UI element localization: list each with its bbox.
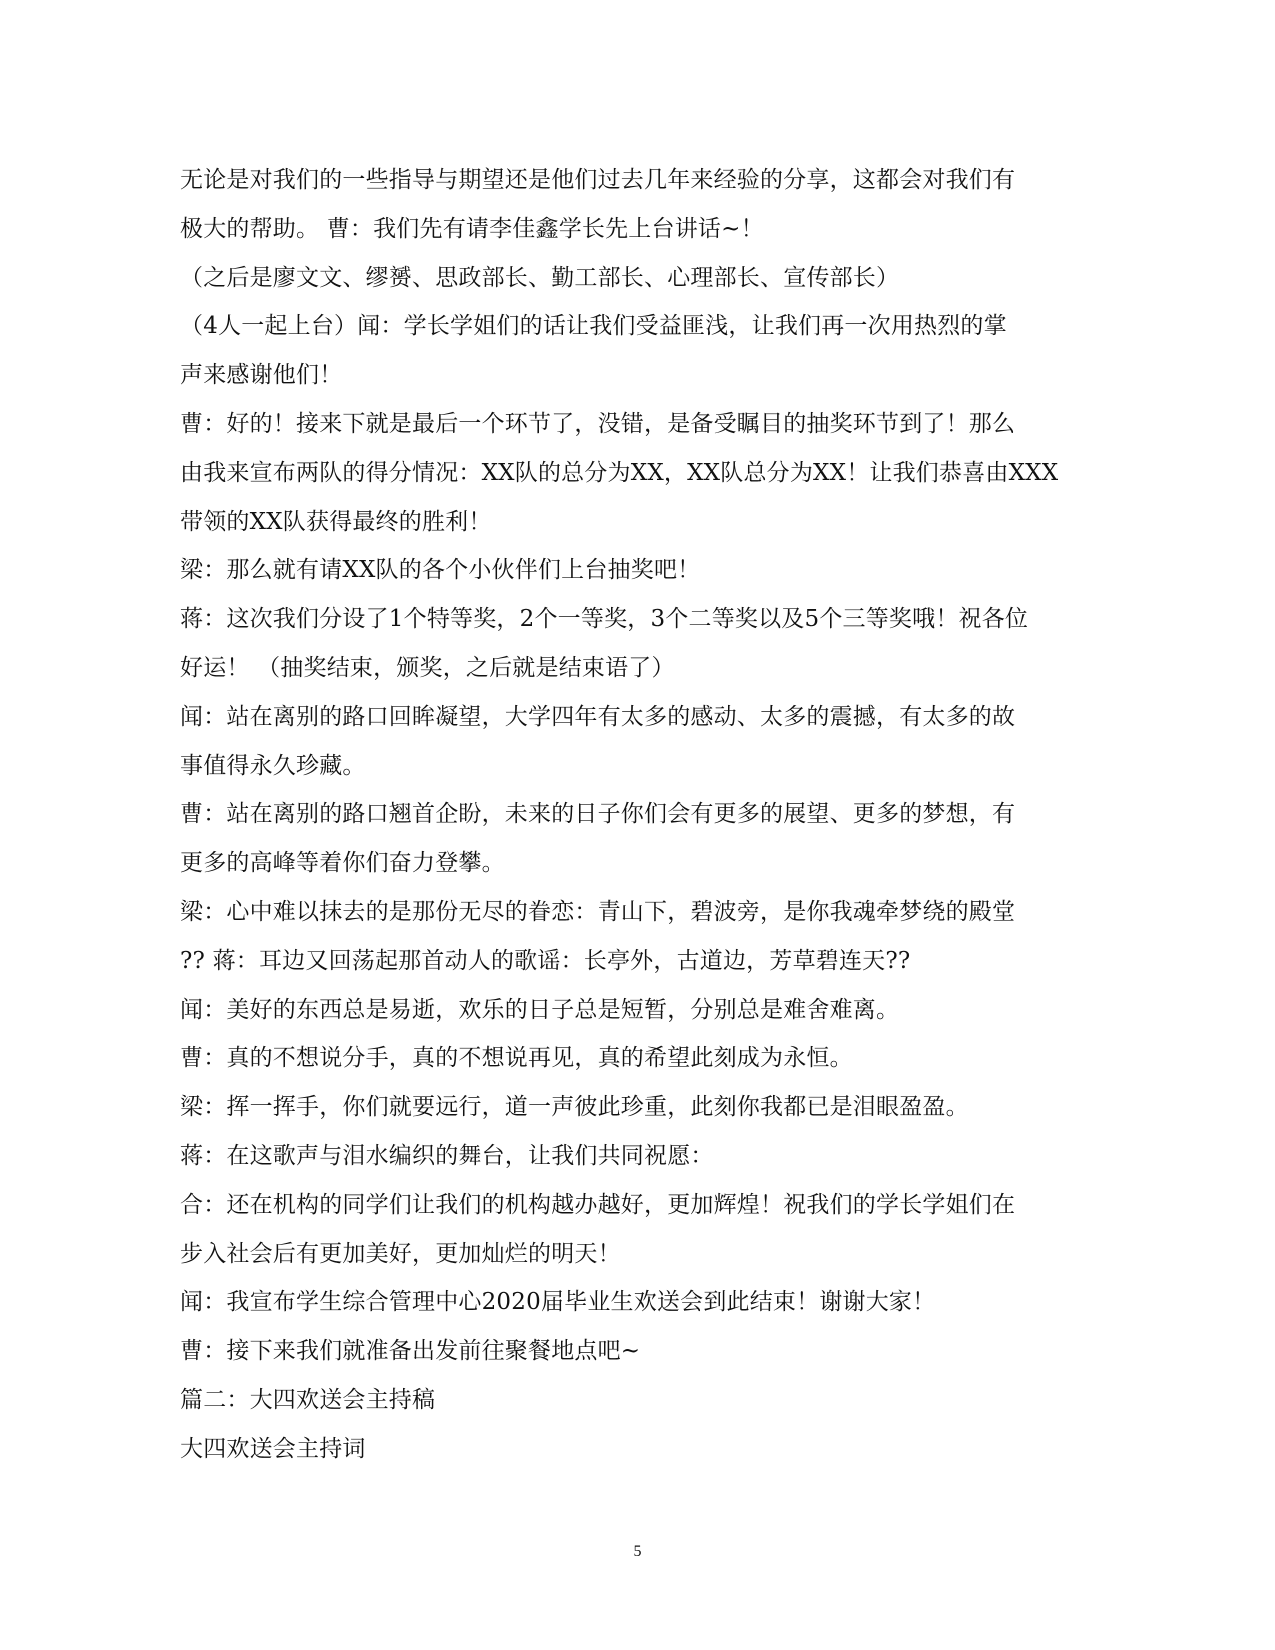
text-line: 声来感谢他们！: [180, 362, 343, 389]
text-line: 梁：那么就有请XX队的各个小伙伴们上台抽奖吧！: [180, 557, 701, 584]
section-subheading: 大四欢送会主持词: [180, 1435, 366, 1462]
text-line: 带领的XX队获得最终的胜利！: [180, 508, 492, 535]
text-line: （之后是廖文文、缪赟、思政部长、勤工部长、心理部长、宣传部长）: [180, 264, 900, 291]
text-line: ?? 蒋：耳边又回荡起那首动人的歌谣：长亭外，古道边，芳草碧连天??: [180, 947, 911, 974]
text-line: 闻：我宣布学生综合管理中心2020届毕业生欢送会到此结束！谢谢大家！: [180, 1289, 936, 1316]
text-line: 合：还在机构的同学们让我们的机构越办越好，更加辉煌！祝我们的学长学姐们在: [180, 1191, 1016, 1218]
text-line: 闻：美好的东西总是易逝，欢乐的日子总是短暂，分别总是难舍难离。: [180, 996, 900, 1023]
text-line: （4人一起上台）闻：学长学姐们的话让我们受益匪浅，让我们再一次用热烈的掌: [180, 313, 1007, 340]
text-line: 蒋：在这歌声与泪水编织的舞台，让我们共同祝愿：: [180, 1142, 714, 1169]
text-line: 曹：好的！接来下就是最后一个环节了，没错，是备受瞩目的抽奖环节到了！那么: [180, 410, 1016, 437]
text-line: 步入社会后有更加美好，更加灿烂的明天！: [180, 1240, 621, 1267]
text-line: 曹：站在离别的路口翘首企盼，未来的日子你们会有更多的展望、更多的梦想，有: [180, 801, 1016, 828]
text-line: 闻：站在离别的路口回眸凝望，大学四年有太多的感动、太多的震撼，有太多的故: [180, 703, 1016, 730]
page-number: 5: [633, 1543, 642, 1560]
text-line: 曹：接下来我们就准备出发前往聚餐地点吧~: [180, 1338, 641, 1365]
text-line: 曹：真的不想说分手，真的不想说再见，真的希望此刻成为永恒。: [180, 1045, 853, 1072]
text-line: 更多的高峰等着你们奋力登攀。: [180, 850, 505, 877]
text-line: 由我来宣布两队的得分情况：XX队的总分为XX，XX队总分为XX！让我们恭喜由XXX: [180, 459, 1059, 486]
text-line: 好运！ （抽奖结束，颁奖，之后就是结束语了）: [180, 654, 675, 681]
section-heading: 篇二：大四欢送会主持稿: [180, 1386, 436, 1413]
document-body: [180, 156, 1060, 1474]
text-line: 梁：挥一挥手，你们就要远行，道一声彼此珍重，此刻你我都已是泪眼盈盈。: [180, 1094, 969, 1121]
text-line: 蒋：这次我们分设了1个特等奖，2个一等奖，3个二等奖以及5个三等奖哦！祝各位: [180, 606, 1029, 633]
text-line: 无论是对我们的一些指导与期望还是他们过去几年来经验的分享，这都会对我们有: [180, 167, 1016, 193]
text-line: 梁：心中难以抹去的是那份无尽的眷恋：青山下，碧波旁，是你我魂牵梦绕的殿堂: [180, 898, 1016, 925]
text-line: 极大的帮助。 曹：我们先有请李佳鑫学长先上台讲话~！: [180, 215, 764, 242]
text-line: 事值得永久珍藏。: [180, 752, 366, 779]
